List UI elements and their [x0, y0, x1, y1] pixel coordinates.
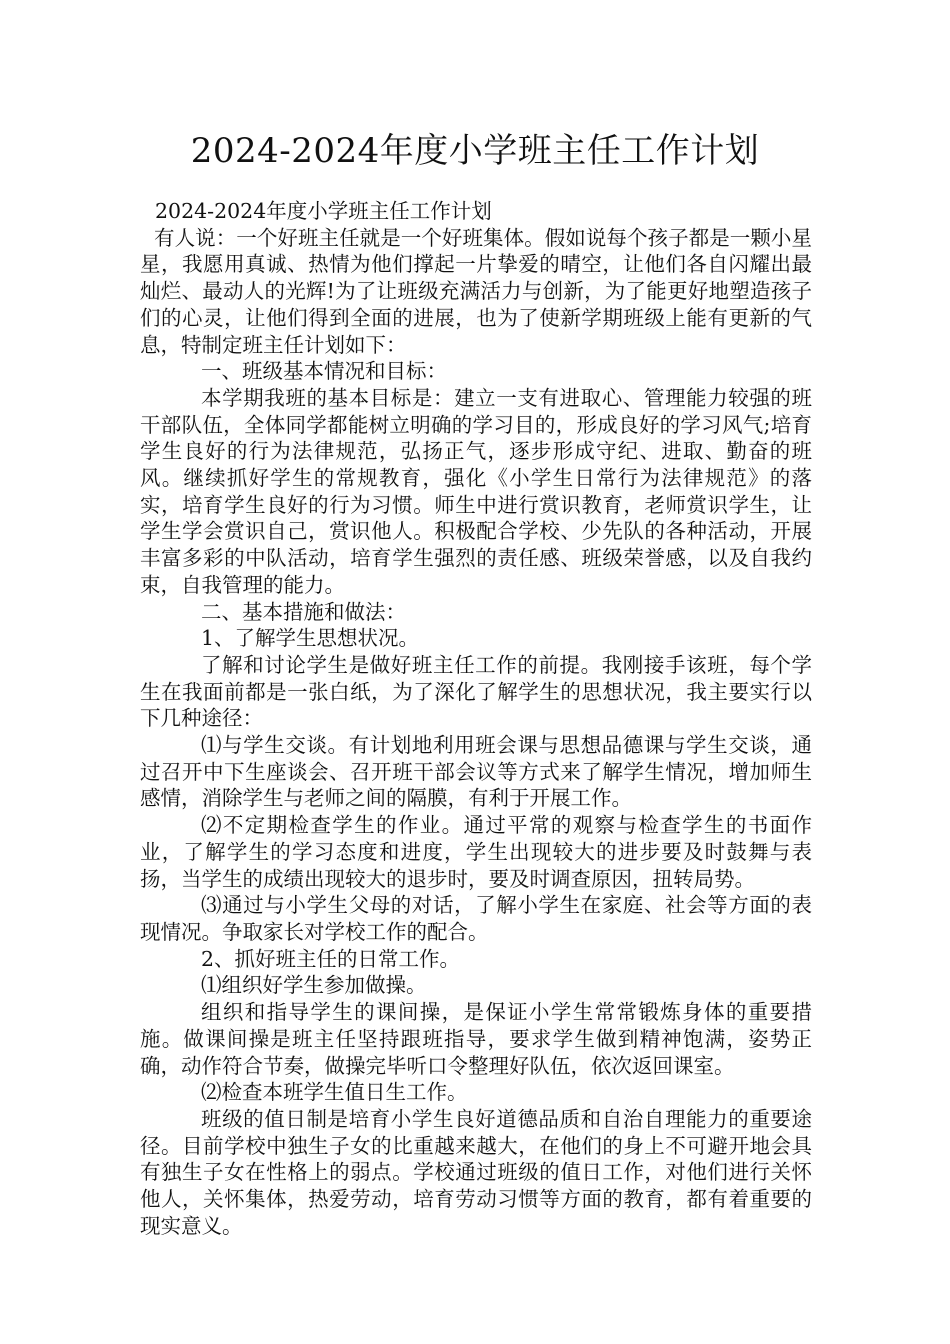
intro-paragraph: 有人说：一个好班主任就是一个好班集体。假如说每个孩子都是一颗小星星，我愿用真诚、热情为他们撑起一片挚爱的晴空，让他们各自闪耀出最灿烂、最动人的光辉!为了让班级充满活力与创新，为了能更好地塑造孩子们的心灵，让他们得到全面的进展，也为了使新学期班级上能有更新的气息，特制定班主任计划如下：: [140, 225, 812, 357]
list-item: ⑵不定期检查学生的作业。通过平常的观察与检查学生的书面作业，了解学生的学习态度和进度，学生出现较大的进步要及时鼓舞与表扬，当学生的成绩出现较大的退步时，要及时调查原因，扭转局势。: [140, 813, 812, 891]
paragraph: 了解和讨论学生是做好班主任工作的前提。我刚接手该班，每个学生在我面前都是一张白纸，为了深化了解学生的思想状况，我主要实行以下几种途径：: [140, 652, 812, 731]
paragraph: 班级的值日制是培育小学生良好道德品质和自治自理能力的重要途径。目前学校中独生子女的比重越来越大，在他们的身上不可避开地会具有独生子女在性格上的弱点。学校通过班级的值日工作，对他们进行关怀他人，关怀集体，热爱劳动，培育劳动习惯等方面的教育，都有着重要的现实意义。: [140, 1106, 812, 1238]
list-item: ⑴组织好学生参加做操。: [201, 973, 427, 998]
list-item: ⑴与学生交谈。有计划地利用班会课与思想品德课与学生交谈，通过召开中下生座谈会、召开班干部会议等方式来了解学生情况，增加师生感情，消除学生与老师之间的隔膜，有利于开展工作。: [140, 733, 812, 811]
list-item: ⑵检查本班学生值日生工作。: [201, 1080, 468, 1105]
page-title: 2024-2024年度小学班主任工作计划: [190, 131, 760, 171]
document-body: [140, 198, 812, 1239]
section-heading-1: 一、班级基本情况和目标：: [201, 359, 447, 384]
subheading-2: 2、抓好班主任的日常工作。: [201, 946, 461, 971]
section-heading-2: 二、基本措施和做法：: [201, 599, 406, 624]
list-item: ⑶通过与小学生父母的对话，了解小学生在家庭、社会等方面的表现情况。争取家长对学校工作的配合。: [140, 893, 812, 944]
subtitle-line: 2024-2024年度小学班主任工作计划: [155, 199, 492, 223]
subheading-1: 1、了解学生思想状况。: [201, 626, 420, 651]
paragraph-goals: 本学期我班的基本目标是：建立一支有进取心、管理能力较强的班干部队伍，全体同学都能树立明确的学习目的，形成良好的学习风气;培育学生良好的行为法律规范，弘扬正气，逐步形成守纪、进取、勤奋的班风。继续抓好学生的常规教育，强化《小学生日常行为法律规范》的落实，培育学生良好的行为习惯。师生中进行赏识教育，老师赏识学生，让学生学会赏识自己，赏识他人。积极配合学校、少先队的各种活动，开展丰富多彩的中队活动，培育学生强烈的责任感、班级荣誉感，以及自我约束，自我管理的能力。: [140, 385, 812, 597]
paragraph: 组织和指导学生的课间操，是保证小学生常常锻炼身体的重要措施。做课间操是班主任坚持跟班指导，要求学生做到精神饱满，姿势正确，动作符合节奏，做操完毕听口令整理好队伍，依次返回课室。: [140, 1000, 812, 1078]
